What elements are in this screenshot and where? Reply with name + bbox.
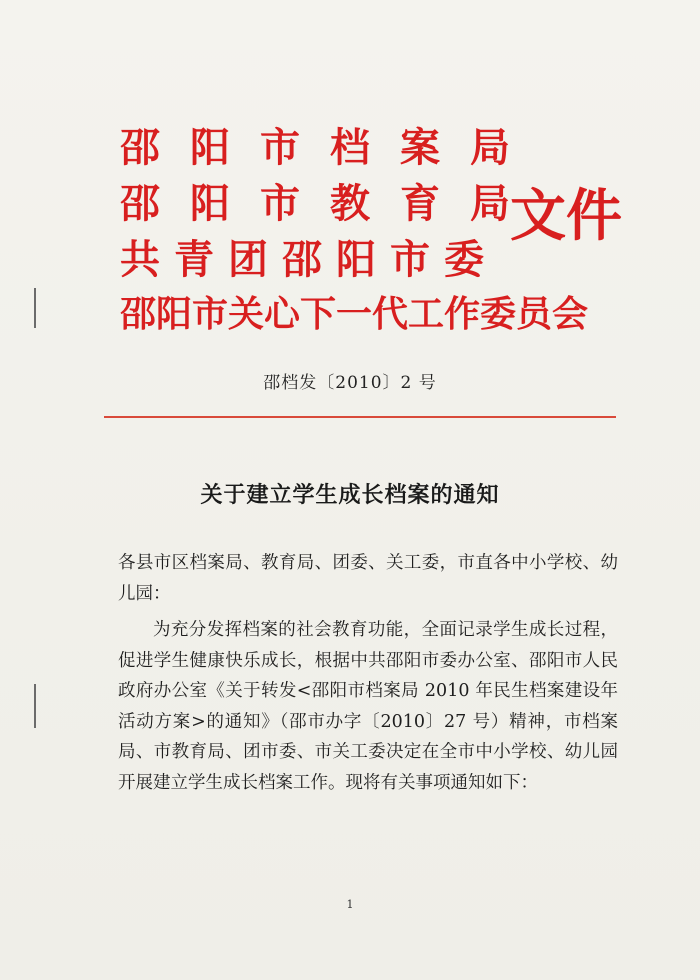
addressee-line: 各县市区档案局、教育局、团委、关工委，市直各中小学校、幼儿园： (118, 553, 618, 604)
body-paragraph: 为充分发挥档案的社会教育功能，全面记录学生成长过程，促进学生健康快乐成长，根据中共邵阳市委办公室、邵阳市人民政府办公室《关于转发<邵阳市档案局 2010 年民生档案建设年活动方案>的通知》（邵市办字〔2010〕27 号）精神，市档案局、市教育局、团市委、市关工委决定在全市中小学校、幼儿园开展建立学生成长档案工作。现将有关事项通知如下： (118, 620, 618, 793)
org-line-next-generation-committee: 邵阳市关心下一代工作委员会 (120, 293, 589, 335)
red-divider-line (104, 416, 616, 418)
org-line-education-bureau: 邵阳市教育局 (120, 180, 540, 227)
org-line-archives-bureau: 邵阳市档案局 (120, 124, 540, 171)
notice-title: 关于建立学生成长档案的通知 (200, 482, 500, 508)
org-line-youth-league: 共青团邵阳市委 (120, 236, 498, 283)
notice-body (118, 548, 618, 798)
binding-mark-lower (34, 684, 36, 728)
binding-mark-upper (34, 288, 36, 328)
page-number: 1 (346, 898, 354, 911)
document-number: 邵档发〔2010〕2 号 (263, 373, 437, 393)
document-type-label: 文件 (510, 183, 622, 249)
